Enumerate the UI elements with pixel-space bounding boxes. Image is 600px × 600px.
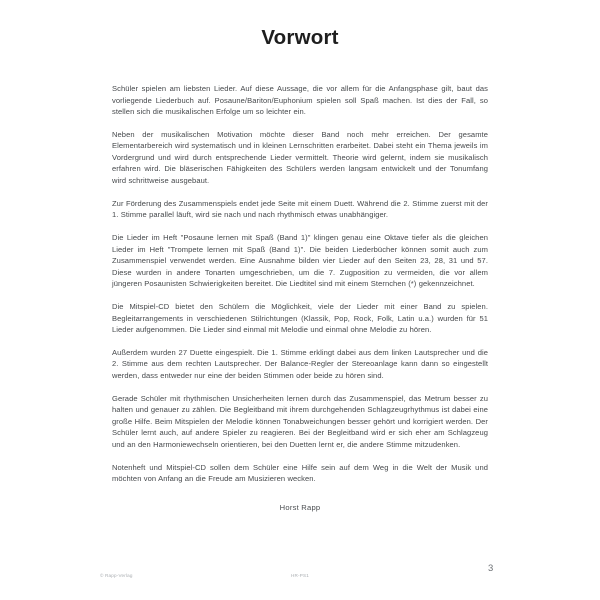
paragraph: Gerade Schüler mit rhythmischen Unsicherheiten lernen durch das Zusammenspiel, das Metrum besser zu halten und genauer zu zählen. Die Begleitband mit ihrem durchgehenden Schlagzeugrhythmus ist dabei eine große Hilfe. Beim Mitspielen der Melodie können Tonabweichungen besser gehört und korrigiert werden. Der Schüler lernt auch, auf andere Spieler zu reagieren. Bei der Begleitband wird er sich eher am Schlagzeug und an den Harmoniewechseln orientieren, bei den Duetten lernt er, die andere Stimme mitzudenken. [112, 393, 488, 449]
author-signature: Horst Rapp [279, 503, 321, 512]
paragraph: Zur Förderung des Zusammenspiels endet jede Seite mit einem Duett. Während die 2. Stimme zuerst mit der 1. Stimme parallel läuft, wird sie nach und nach rhythmisch etwas unabhängiger. [112, 198, 488, 220]
paragraph: Außerdem wurden 27 Duette eingespielt. Die 1. Stimme erklingt dabei aus dem linken Lautsprecher und die 2. Stimme aus dem rechten Lautsprecher. Der Balance-Regler der Stereoanlage kann dann so eingestellt werden, dass entweder nur eine der beiden Stimmen oder beide zu hören sind. [112, 347, 488, 380]
body-text-column [112, 83, 488, 485]
page-number: 3 [488, 563, 494, 574]
page-footer [100, 568, 500, 582]
page-title: Vorwort [261, 26, 339, 49]
paragraph: Die Mitspiel-CD bietet den Schülern die Möglichkeit, viele der Lieder mit einer Band zu spielen. Begleitarrangements in verschiedenen Stilrichtungen (Klassik, Pop, Rock, Folk, Latin u.a.) wurden für 51 Lieder aufgenommen. Die Lieder sind einmal mit Melodie und einmal ohne Melodie zu hören. [112, 301, 488, 335]
paragraph: Notenheft und Mitspiel-CD sollen dem Schüler eine Hilfe sein auf dem Weg in die Welt der Musik und möchten von Anfang an die Freude am Musizieren wecken. [112, 462, 488, 484]
paragraph: Neben der musikalischen Motivation möchte dieser Band noch mehr erreichen. Der gesamte Elementarbereich wird systematisch und in kleinen Lernschritten erarbeitet. Dabei steht ein Thema jeweils im Vordergrund und wird durch entsprechende Lieder vermittelt. Theorie wird gelernt, indem sie musikalisch erfahren wird. Die bläserischen Fähigkeiten des Schülers werden langsam entwickelt und der Tonumfang wird schrittweise ausgebaut. [112, 129, 488, 186]
paragraph: Die Lieder im Heft "Posaune lernen mit Spaß (Band 1)" klingen genau eine Oktave tiefer als die gleichen Lieder im Heft "Trompete lernen mit Spaß (Band 1)". Die beiden Liederbücher können somit auch zum Zusammenspiel verwendet werden. Eine Ausnahme bilden vier Lieder auf den Seiten 23, 28, 31 und 57. Diese wurden in andere Tonarten umgeschrieben, um die 7. Zugposition zu vermeiden, die vor allem jüngeren Posaunisten Schwierigkeiten bereitet. Die Liedtitel sind mit einem Sternchen (*) gekennzeichnet. [112, 233, 488, 289]
footer-catalog-number: HR-PS1 [291, 572, 309, 578]
paragraph: Schüler spielen am liebsten Lieder. Auf diese Aussage, die vor allem für die Anfangsphase gilt, baut das vorliegende Liederbuch auf. Posaune/Bariton/Euphonium spielen soll Spaß machen. Ist dies der Fall, so stellen sich die musikalischen Erfolge um so leichter ein. [112, 84, 488, 117]
footer-copyright: © Rapp-Verlag [100, 572, 133, 578]
